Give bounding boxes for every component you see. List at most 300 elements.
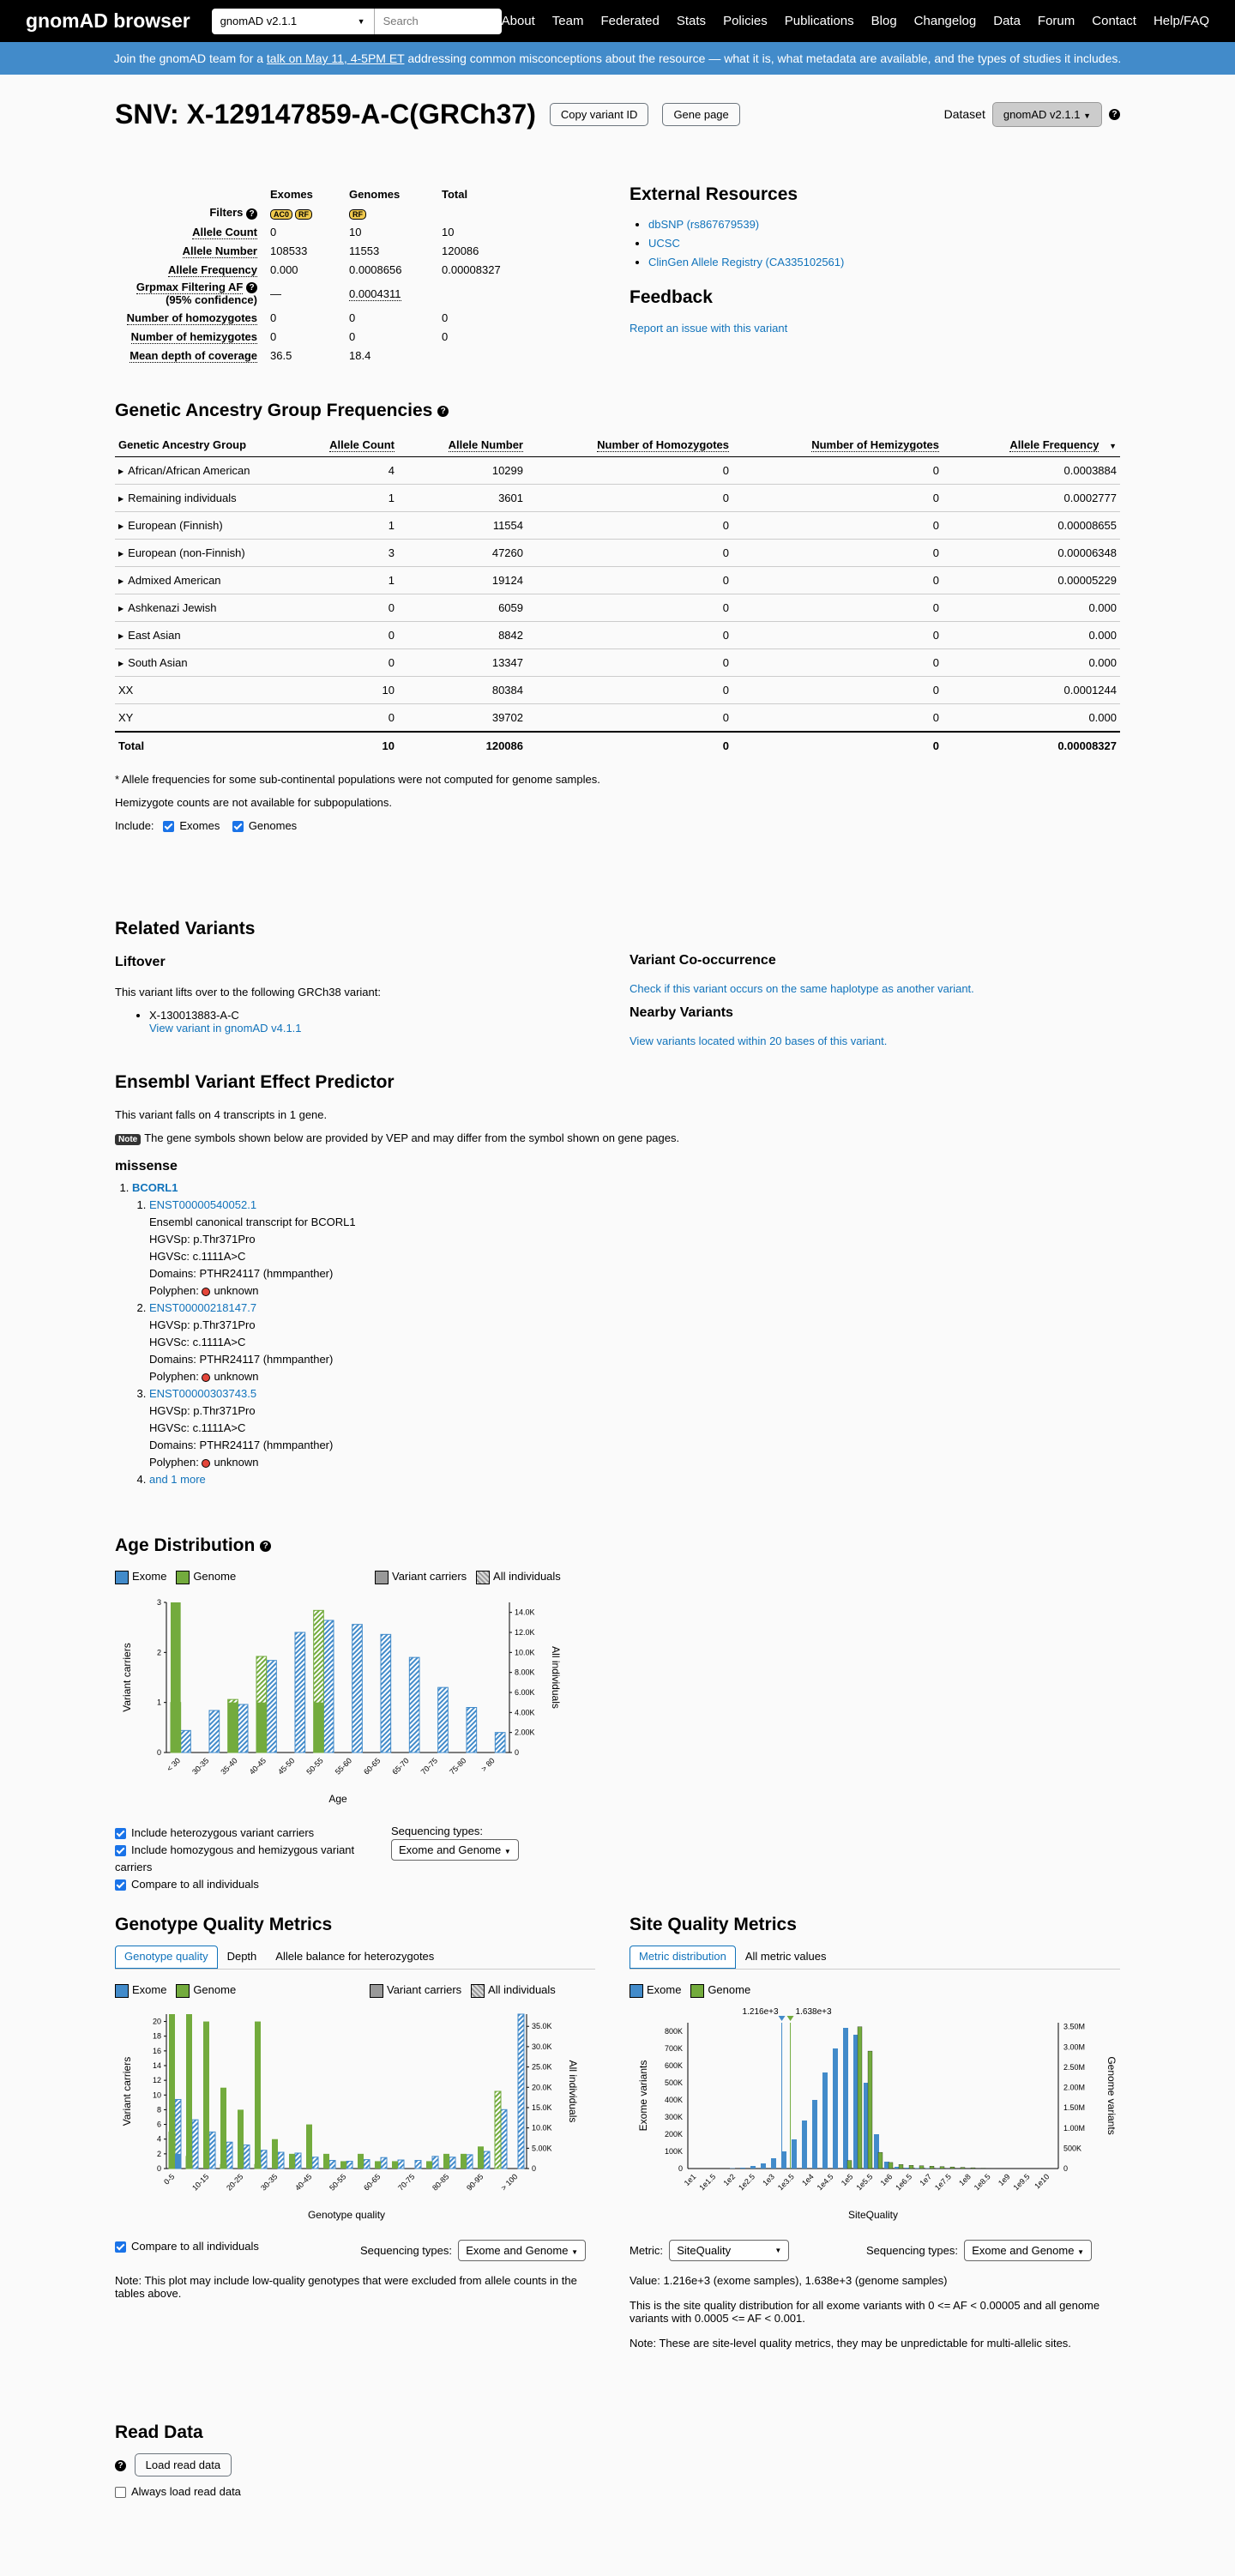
always-load-checkbox[interactable] [115,2487,126,2498]
nav-link-forum[interactable]: Forum [1037,14,1075,28]
nav-link-publications[interactable]: Publications [784,14,854,28]
group-name: European (Finnish) [128,519,223,532]
seq-type-label: Sequencing types: [391,1825,483,1837]
ancestry-total-row [115,732,1120,759]
bar-genome [392,2161,398,2169]
summary-cell: 10 [349,225,362,238]
summary-cell: 0 [442,311,449,324]
caret-down-icon: ▼ [1083,111,1091,120]
bar-exome-all [312,2157,318,2169]
summary-cell: 0 [349,329,356,343]
cell-hom: 0 [527,594,732,622]
homozygous-checkbox[interactable] [115,1845,126,1856]
summary-cell: — [270,287,281,300]
help-icon[interactable]: ? [246,282,257,293]
ancestry-title: Genetic Ancestry Group Frequencies [115,401,433,420]
transcript-item [149,1197,1120,1300]
gq-seq-type-select[interactable]: Exome and Genome ▼ [458,2240,586,2261]
age-distribution-section [115,1535,595,1893]
bar-exome-all [484,2151,490,2169]
nav-link-changelog[interactable]: Changelog [913,14,977,28]
search-bar [212,9,502,34]
x-tick-label: < 30 [165,1756,183,1773]
x-tick-label: 30-35 [190,1756,211,1777]
caret-down-icon: ▼ [503,1848,511,1855]
load-read-data-button[interactable]: Load read data [135,2453,232,2476]
bar-exome-all [449,2157,455,2169]
y-axis-label: Exome variants [637,2060,649,2132]
canonical-text: Ensembl canonical transcript for BCORL1 [149,1216,356,1228]
hgvsc-text: HGVSc: c.1111A>C [149,1421,246,1434]
dataset-selector [944,102,1120,127]
gene-page-button[interactable]: Gene page [662,103,739,126]
y2-tick-label: 2.50M [1063,2062,1086,2072]
ancestry-row[interactable] [115,485,1120,512]
y2-tick-label: 6.00K [515,1688,535,1697]
cell-ac: 0 [304,649,398,677]
cell-af: 0.0002777 [943,485,1120,512]
cell-an: 10299 [398,457,527,485]
bar-exome-all [432,2157,438,2169]
show-more-transcripts-link[interactable]: and 1 more [149,1473,206,1486]
bar-genome [858,2027,862,2169]
summary-row-label: Number of homozygotes [126,311,257,324]
cell-hom: 0 [527,457,732,485]
tab-all-metric-values[interactable]: All metric values [744,1950,827,1963]
y-tick-label: 400K [664,2096,683,2104]
variant-header [115,92,1120,136]
nav-link-team[interactable]: Team [551,14,584,28]
vep-title: Ensembl Variant Effect Predictor [115,1072,395,1092]
caret-down-icon: ▼ [571,2248,578,2256]
cell-ac: 0 [304,704,398,732]
cell-an: 13347 [398,649,527,677]
bar-exome-all [261,2151,267,2169]
cell-an: 39702 [398,704,527,732]
cell-ac: 10 [304,677,398,704]
expand-triangle-icon[interactable]: ▶ [118,522,124,531]
summary-row [115,346,527,365]
cell-hemi: 0 [732,512,943,540]
x-tick-label: 1e6.5 [894,2172,914,2193]
clingen-link[interactable]: ClinGen Allele Registry (CA335102561) [648,256,845,268]
transcript-link[interactable]: ENST00000303743.5 [149,1387,257,1400]
bar-genome [930,2166,934,2169]
bar-exome-all [501,2109,507,2169]
bar-exome-all [226,2142,232,2169]
y2-axis-label: All individuals [567,2060,579,2123]
transcript-item [149,1300,1120,1385]
cell-af: 0.000 [943,649,1120,677]
heterozygous-checkbox[interactable] [115,1828,126,1839]
x-tick-label: 50-55 [304,1756,325,1777]
cooccurrence-link[interactable]: Check if this variant occurs on the same haplotype as another variant. [630,982,974,995]
nav-link-contact[interactable]: Contact [1092,14,1136,28]
main-content [115,92,1120,2498]
hgvsc-text: HGVSc: c.1111A>C [149,1336,246,1348]
nearby-link[interactable]: View variants located within 20 bases of this variant. [630,1035,888,1047]
y2-tick-label: 15.0K [532,2102,552,2112]
sq-chart [630,2006,1120,2237]
carriers-swatch [375,1571,389,1584]
search-dataset-value: gnomAD v2.1.1 [220,15,298,27]
x-tick-label: 1e2 [721,2172,738,2188]
genome-swatch [176,1571,190,1584]
summary-row [115,327,527,346]
compare-all-checkbox[interactable] [115,1879,126,1891]
cell-hemi: 0 [732,567,943,594]
x-tick-label: 1e3 [761,2172,776,2188]
cell-hemi: 0 [732,457,943,485]
expand-triangle-icon[interactable]: ▶ [118,605,124,613]
ancestry-row[interactable] [115,567,1120,594]
gq-chart [115,2006,595,2237]
bar-genome [961,2168,965,2169]
related-title: Related Variants [115,919,256,938]
cell-an: 11554 [398,512,527,540]
cell-hemi: 0 [732,540,943,567]
x-tick-label: 1e7 [918,2172,934,2188]
x-tick-label: 1e9.5 [1011,2172,1032,2193]
y2-tick-label: 500K [1063,2144,1082,2153]
sort-desc-icon: ▼ [1109,442,1117,450]
summary-row-label: Allele Count [192,225,257,238]
expand-triangle-icon[interactable]: ▶ [118,660,124,668]
y-tick-label: 18 [152,2031,161,2041]
cell-hom: 0 [527,485,732,512]
x-axis-label: Age [328,1793,347,1805]
sq-seq-type-select[interactable]: Exome and Genome ▼ [964,2240,1092,2261]
group-name: XX [118,684,134,697]
nav-link-blog[interactable]: Blog [871,14,897,28]
header-homozygotes[interactable]: Number of Homozygotes [597,438,729,451]
summary-cell: 0 [270,329,277,343]
x-axis-label: Genotype quality [307,2209,386,2221]
bar-genome [256,1703,267,1753]
dataset-label: Dataset [943,107,985,121]
x-tick-label: 1e5.5 [854,2172,875,2193]
header-group[interactable]: Genetic Ancestry Group [115,433,304,457]
feedback-title: Feedback [630,287,713,307]
bar-genome [323,2154,329,2169]
expand-triangle-icon[interactable]: ▶ [118,495,124,504]
gene-link[interactable]: BCORL1 [132,1181,178,1194]
group-name: African/African American [128,464,250,477]
hgvsp-text: HGVSp: p.Thr371Pro [149,1404,256,1417]
header-allele-frequency[interactable]: Allele Frequency [1009,438,1099,451]
bar-genome [950,2167,955,2169]
domains-text: Domains: PTHR24117 (hmmpanther) [149,1267,334,1280]
x-tick-label: 35-40 [219,1756,239,1777]
bar-genome [238,2109,244,2169]
page-title: SNV: X-129147859-A-C(GRCh37) [115,98,536,130]
polyphen-dot-icon [202,1288,210,1296]
ancestry-note: * Allele frequencies for some sub-continental populations were not computed for genome samples. [115,772,600,786]
col-exomes: Exomes [270,187,313,201]
nav-link-about[interactable]: About [501,14,535,28]
expand-triangle-icon[interactable]: ▶ [118,468,124,476]
header-hemizygotes[interactable]: Number of Hemizygotes [811,438,939,451]
nav-link-policies[interactable]: Policies [723,14,768,28]
brand-logo[interactable]: gnomAD browser [26,9,190,32]
y2-tick-label: 14.0K [515,1608,535,1617]
bar-exome-all [364,2160,370,2169]
summary-cell: 11553 [349,244,380,257]
y2-tick-label: 3.00M [1063,2042,1086,2052]
help-icon[interactable]: ? [246,208,257,220]
cell-af: 0.00008655 [943,512,1120,540]
ancestry-section [115,401,1120,832]
y2-tick-label: 25.0K [532,2062,552,2072]
cell-ac: 1 [304,512,398,540]
y2-tick-label: 30.0K [532,2042,552,2051]
bar-genome [358,2154,364,2169]
bar-genome [314,1703,324,1753]
summary-row [115,279,527,308]
nearby-title: Nearby Variants [630,1005,733,1020]
cell-af: 0.0003884 [943,457,1120,485]
dataset-dropdown[interactable]: gnomAD v2.1.1 ▼ [992,102,1102,127]
exome-swatch [630,1984,643,1998]
y2-tick-label: 1.00M [1063,2123,1086,2133]
header-allele-count[interactable]: Allele Count [329,438,395,451]
external-resources [630,184,844,335]
cell-ac: 0 [304,622,398,649]
y2-tick-label: 3.50M [1063,2022,1086,2031]
y2-tick-label: 10.0K [532,2123,552,2133]
bar-exome [833,2048,838,2169]
summary-cell: 120086 [442,244,479,257]
y2-tick-label: 0 [532,2164,537,2173]
x-tick-label: 90-95 [465,2172,485,2193]
help-icon[interactable]: ? [437,406,449,417]
x-tick-label: 50-55 [328,2172,348,2193]
liftover-variant: X-130013883-A-C [149,1009,239,1022]
x-tick-label: 1e5 [839,2172,855,2188]
bar-genome [171,1602,181,1753]
total-af: 0.00008327 [943,732,1120,759]
y-tick-label: 200K [664,2130,683,2139]
expand-triangle-icon[interactable]: ▶ [118,577,124,586]
cell-an: 80384 [398,677,527,704]
include-exomes-checkbox[interactable] [163,821,174,832]
consequence-title: missense [115,1159,178,1173]
group-name: Admixed American [128,574,221,587]
vep-intro: This variant falls on 4 transcripts in 1 gene. [115,1108,328,1121]
transcript-link[interactable]: ENST00000540052.1 [149,1198,257,1211]
x-tick-label: 1e7.5 [932,2172,953,2193]
bar-exome [771,2158,776,2169]
x-tick-label: 1e4.5 [815,2172,835,2193]
sq-value-text: Value: 1.216e+3 (exome samples), 1.638e+3 (genome samples) [630,2274,948,2287]
ancestry-row[interactable] [115,649,1120,677]
marker-genome-label: 1.638e+3 [795,2007,832,2017]
header-allele-number[interactable]: Allele Number [448,438,523,451]
tab-metric-distribution[interactable]: Metric distribution [630,1946,736,1969]
carriers-swatch [370,1984,383,1998]
x-tick-label: 75-80 [448,1756,468,1777]
nav-link-stats[interactable]: Stats [676,14,707,28]
metric-select[interactable]: SiteQuality ▼ [669,2240,789,2261]
y-tick-label: 12 [152,2076,161,2085]
cell-hom: 0 [527,567,732,594]
y2-tick-label: 5.00K [532,2144,552,2153]
y-tick-label: 0 [678,2164,683,2173]
nav-link-federated[interactable]: Federated [600,14,660,28]
gq-note: Note: This plot may include low-quality genotypes that were excluded from allele counts in the tables above. [115,2274,577,2300]
age-options: Include heterozygous variant carriers Include homozygous and hemizygous variant carriers Compare to all individuals Sequencing types: Exome and Genome ▼ [115,1825,595,1893]
x-tick-label: 55-60 [333,1756,354,1777]
y2-tick-label: 8.00K [515,1668,535,1677]
caret-down-icon: ▼ [357,16,365,26]
copy-variant-id-button[interactable]: Copy variant ID [550,103,649,126]
hgvsp-text: HGVSp: p.Thr371Pro [149,1233,256,1246]
ancestry-row[interactable] [115,594,1120,622]
tab-genotype-quality[interactable]: Genotype quality [115,1946,218,1969]
cell-hemi: 0 [732,622,943,649]
polyphen-label: Polyphen: [149,1370,199,1383]
bar-exome-all [438,1687,449,1753]
tab-depth[interactable]: Depth [226,1950,257,1963]
report-issue-link[interactable]: Report an issue with this variant [630,322,788,335]
y2-tick-label: 0 [1063,2164,1069,2173]
ancestry-row[interactable] [115,457,1120,485]
gq-tabs [115,1946,595,1970]
bar-genome [306,2125,312,2169]
summary-row [115,308,527,327]
liftover-link[interactable]: View variant in gnomAD v4.1.1 [149,1022,302,1035]
age-chart [115,1590,595,1822]
ancestry-row[interactable] [115,540,1120,567]
polyphen-dot-icon [202,1373,210,1382]
cell-an: 8842 [398,622,527,649]
y2-tick-label: 4.00K [515,1708,535,1717]
y2-tick-label: 2.00M [1063,2083,1086,2092]
cell-ac: 0 [304,594,398,622]
include-label: Include: [115,818,154,832]
help-icon[interactable]: ? [115,2460,126,2471]
ancestry-row [115,677,1120,704]
bar-genome [203,2022,209,2169]
dbsnp-link[interactable]: dbSNP (rs867679539) [648,218,760,231]
y-tick-label: 16 [152,2046,161,2055]
bar-genome [478,2146,484,2169]
bar-genome [899,2164,903,2169]
bar-genome [272,2139,278,2169]
bar-exome-all [467,2155,473,2169]
ucsc-link[interactable]: UCSC [648,237,680,250]
age-seq-type-select[interactable]: Exome and Genome ▼ [391,1839,519,1861]
col-genomes: Genomes [349,187,401,201]
y-tick-label: 2 [156,1648,161,1657]
col-total: Total [442,187,468,201]
caret-down-icon: ▼ [1077,2248,1084,2256]
bar-genome [340,2161,346,2169]
summary-cell: 36.5 [270,348,292,362]
bar-exome-all [278,2152,284,2169]
summary-row-label: Allele Number [182,244,257,257]
gq-title: Genotype Quality Metrics [115,1915,333,1934]
y2-tick-label: 35.0K [532,2022,552,2031]
ancestry-row[interactable] [115,622,1120,649]
banner-link[interactable]: talk on May 11, 4-5PM ET [266,51,405,65]
bar-exome-all [518,2014,524,2169]
x-tick-label: 1e1.5 [697,2172,718,2193]
y-tick-label: 2 [156,2149,161,2158]
marker-exome-label: 1.216e+3 [742,2007,779,2017]
bar-genome [426,2161,432,2169]
bar-exome-all [244,2145,250,2169]
bar-genome [443,2154,449,2169]
read-data-title: Read Data [115,2422,203,2442]
nav-link-help-faq[interactable]: Help/FAQ [1153,14,1209,28]
bar-genome [889,2163,893,2169]
exome-swatch [115,1984,129,1998]
x-tick-label: 10-15 [190,2172,211,2193]
x-tick-label: 1e9 [996,2172,1012,2188]
summary-table [115,184,527,365]
x-tick-label: 40-45 [293,2172,314,2193]
group-name: Ashkenazi Jewish [128,601,217,614]
metric-label: Metric: [630,2244,663,2257]
group-name: Remaining individuals [128,492,237,504]
cell-hom: 0 [527,540,732,567]
cell-hom: 0 [527,649,732,677]
y-tick-label: 3 [156,1598,161,1607]
x-tick-label: 1e4 [800,2172,816,2188]
expand-triangle-icon[interactable]: ▶ [118,550,124,558]
polyphen-value: unknown [214,1284,259,1297]
y-tick-label: 700K [664,2044,683,2053]
search-input[interactable]: Search [383,15,419,27]
nav-link-data[interactable]: Data [993,14,1021,28]
include-filter: Include: Exomes Genomes [115,818,298,832]
marker-genome-arrow-icon [787,2016,794,2021]
cell-ac: 1 [304,485,398,512]
gq-compare-all-checkbox[interactable] [115,2241,126,2253]
y2-tick-label: 10.0K [515,1648,535,1657]
expand-triangle-icon[interactable]: ▶ [118,632,124,641]
cell-hemi: 0 [732,704,943,732]
search-dataset-select[interactable] [212,9,375,34]
cell-af: 0.0001244 [943,677,1120,704]
y-axis-label: Variant carriers [121,1643,133,1712]
cell-ac: 3 [304,540,398,567]
announcement-banner [0,42,1235,75]
bar-genome [186,2014,192,2169]
bar-genome [847,2161,852,2169]
cell-hom: 0 [527,622,732,649]
x-tick-label: 1e10 [1033,2172,1051,2191]
ancestry-row[interactable] [115,512,1120,540]
group-name: European (non-Finnish) [128,546,245,559]
transcript-link[interactable]: ENST00000218147.7 [149,1301,257,1314]
summary-cell: 0.0004311 [349,287,401,300]
y2-tick-label: 1.50M [1063,2103,1086,2113]
tab-allele-balance[interactable]: Allele balance for heterozygotes [275,1950,435,1963]
help-icon[interactable]: ? [1109,109,1120,120]
gq-legend: Exome Genome Variant carriers All individuals [115,1983,595,2000]
sq-legend: Exome Genome [630,1983,1120,2000]
x-tick-label: 70-75 [419,1756,440,1777]
cell-an: 6059 [398,594,527,622]
x-tick-label: 70-75 [396,2172,417,2193]
transcript-item [149,1385,1120,1471]
include-genomes-checkbox[interactable] [232,821,244,832]
help-icon[interactable]: ? [260,1541,271,1552]
bar-exome [812,2100,817,2169]
bar-exome-all [209,1710,220,1753]
